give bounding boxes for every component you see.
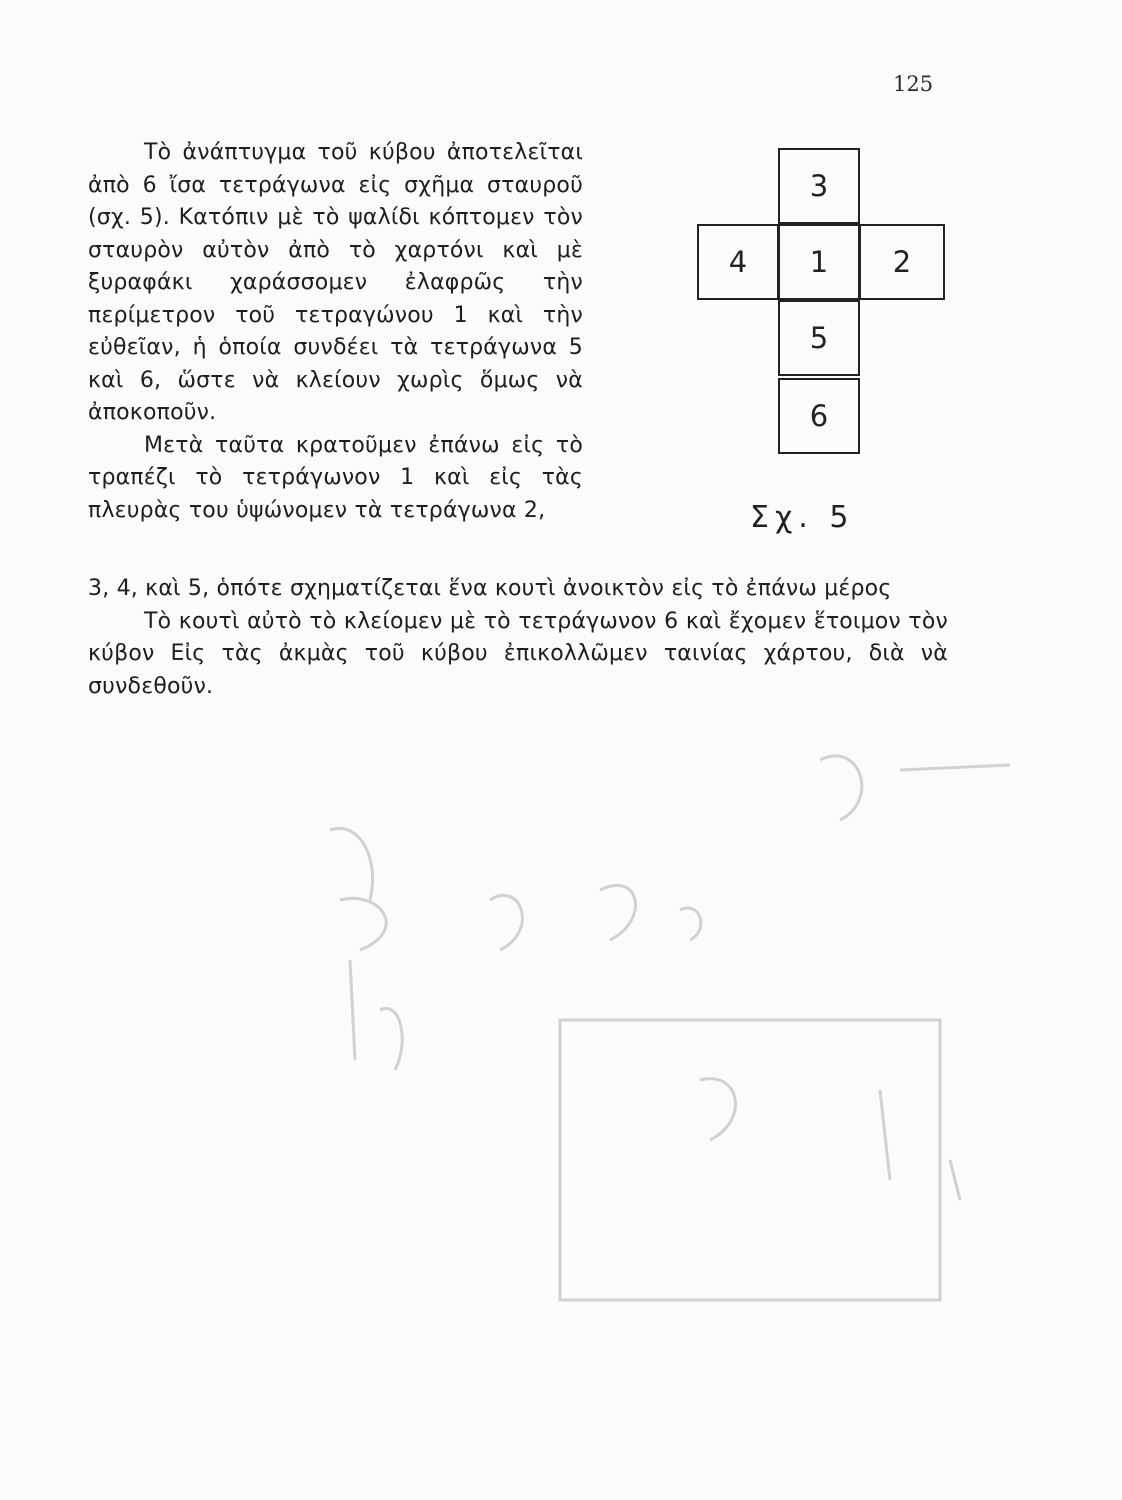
net-square-center: 1: [778, 224, 860, 300]
column-text: [88, 137, 583, 527]
net-square-right: 2: [859, 224, 945, 300]
figure-caption: Σχ. 5: [750, 500, 855, 535]
net-square-bottom: 6: [778, 378, 860, 454]
page-number: 125: [893, 72, 934, 96]
net-square-lower: 5: [778, 300, 860, 376]
full-width-text: [88, 573, 948, 703]
paragraph-3: Τὸ κουτὶ αὐτὸ τὸ κλείομεν μὲ τὸ τετράγωνον 6 καὶ ἔχομεν ἕτοιμον τὸν κύβον Εἰς τὰς ἀκμὰς τοῦ κύβου ἐπικολλῶμεν ταινίας χάρτου, διὰ νὰ συνδεθοῦν.: [88, 608, 948, 699]
paragraph-2: Μετὰ ταῦτα κρατοῦμεν ἐπάνω εἰς τὸ τραπέζι τὸ τετράγωνον 1 καὶ εἰς τὰς πλευρὰς του ὑψώνομεν τὰ τετράγωνα 2,: [88, 432, 583, 523]
paragraph-1: Τὸ ἀνάπτυγμα τοῦ κύβου ἀποτελεῖται ἀπὸ 6 ἴσα τετράγωνα εἰς σχῆμα σταυροῦ (σχ. 5). Κατόπιν μὲ τὸ ψαλίδι κόπτομεν τὸν σταυρὸν αὐτὸν ἀπὸ τὸ χαρτόνι καὶ μὲ ξυραφάκι χαράσσομεν ἐλαφρῶς τὴν περίμετρον τοῦ τετραγώνου 1 καὶ τὴν εὐθεῖαν, ἡ ὁποία συνδέει τὰ τετράγωνα 5 καὶ 6, ὥστε νὰ κλείουν χωρὶς ὅμως νὰ ἀποκοποῦν.: [88, 140, 583, 425]
paragraph-2-continued: 3, 4, καὶ 5, ὁπότε σχηματίζεται ἕνα κουτὶ ἀνοικτὸν εἰς τὸ ἐπάνω μέρος: [88, 576, 892, 601]
net-square-left: 4: [697, 224, 779, 300]
net-square-top: 3: [778, 148, 860, 224]
